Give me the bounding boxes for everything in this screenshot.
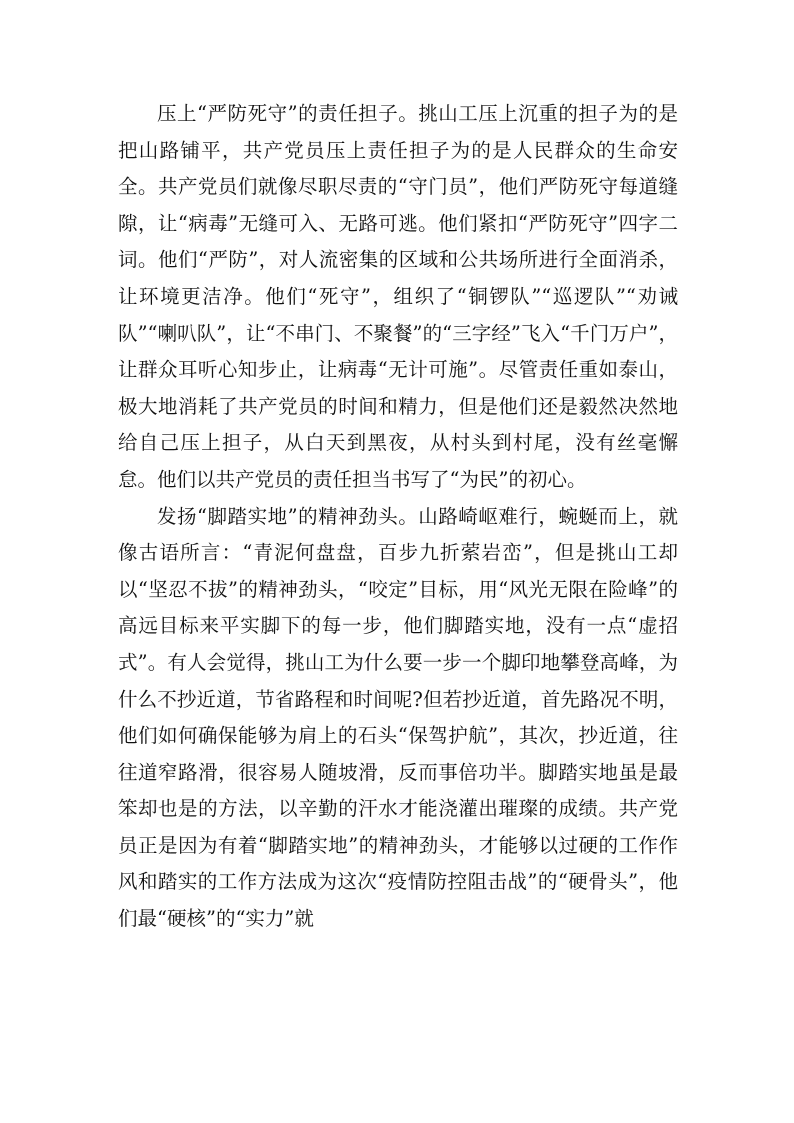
- paragraph-responsibility: 压上“严防死守”的责任担子。挑山工压上沉重的担子为的是把山路铺平，共产党员压上责任担子为的是人民群众的生命安全。共产党员们就像尽职尽责的“守门员”，他们严防死守每道缝隙，让“病毒”无缝可入、无路可逃。他们紧扣“严防死守”四字二词。他们“严防”，对人流密集的区域和公共场所进行全面消杀，让环境更洁净。他们“死守”，组织了“铜锣队”“巡逻队”“劝诫队”“喇叭队”，让“不串门、不聚餐”的“三字经”飞入“千门万户”，让群众耳听心知步止，让病毒“无计可施”。尽管责任重如泰山，极大地消耗了共产党员的时间和精力，但是他们还是毅然决然地给自己压上担子，从白天到黑夜，从村头到村尾，没有丝毫懈怠。他们以共产党员的责任担当书写了“为民”的初心。: [118, 102, 678, 491]
- paragraph-down-to-earth: 发扬“脚踏实地”的精神劲头。山路崎岖难行，蜿蜒而上，就像古语所言：“青泥何盘盘，百步九折萦岩峦”，但是挑山工却以“坚忍不拔”的精神劲头，“咬定”目标，用“风光无限在险峰”的高远目标来平实脚下的每一步，他们脚踏实地，没有一点“虚招式”。有人会觉得，挑山工为什么要一步一个脚印地攀登高峰，为什么不抄近道，节省路程和时间呢?但若抄近道，首先路况不明，他们如何确保能够为肩上的石头“保驾护航”，其次，抄近道，往往道窄路滑，很容易人随坡滑，反而事倍功半。脚踏实地虽是最笨却也是的方法，以辛勤的汗水才能浇灌出璀璨的成绩。共产党员正是因为有着“脚踏实地”的精神劲头，才能够以过硬的工作作风和踏实的工作方法成为这次“疫情防控阻击战”的“硬骨头”，他们最“硬核”的“实力”就: [118, 504, 678, 931]
- document-page: [118, 96, 678, 938]
